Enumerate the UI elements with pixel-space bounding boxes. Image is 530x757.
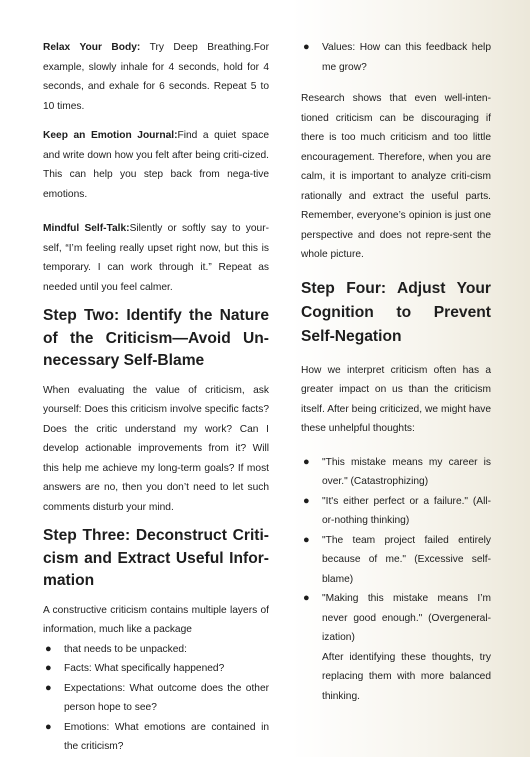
step-four-body: How we interpret criticism often has a greater impact on us than the criticism itself. After being criticized, we might have these unhelpful thoughts: <box>301 364 491 434</box>
list-item: ● Emotions: What emotions are contained in the criticism? <box>43 718 269 757</box>
journal-text: Find a quiet space and write down how you felt after being criti-cized. This can help you step back from nega-tive emotions. <box>43 130 269 200</box>
step-three-list <box>43 640 269 757</box>
list-item: ● "It's either perfect or a failure." (All-or-nothing thinking) <box>301 492 491 531</box>
relax-text: Try Deep Breathing.For example, slowly inhale for 4 seconds, hold for 4 seconds, and exhale for 6 seconds. Repeat 5 to 10 times. <box>43 42 269 112</box>
list-item: ● Expectations: What outcome does the other person hope to see? <box>43 679 269 718</box>
selftalk-paragraph <box>43 219 269 297</box>
bullet-icon: ● <box>303 533 310 546</box>
list-item: ● Facts: What specifically happened? <box>43 659 269 679</box>
values-list <box>301 38 491 77</box>
bullet-icon: ● <box>45 662 52 674</box>
list-item: ● "Making this mistake means I’m never good enough." (Overgeneral-ization) <box>301 589 491 648</box>
research-paragraph: Research shows that even well-inten-tioned criticism can be discouraging if there is too much criticism and too little encouragement. Therefore, when you are calm, it is important to analyze criti-cism rationally and extract the useful parts. Remember, everyone’s opinion is just one perspective and does not repre-sent the whole picture. <box>301 93 491 260</box>
list-item: ● Values: How can this feedback help me grow? <box>301 38 491 77</box>
step-four-heading: Step Four: Adjust Your Cognition to Prevent Self-Negation <box>301 279 491 345</box>
thoughts-list <box>301 453 491 648</box>
bullet-icon: ● <box>45 720 52 733</box>
list-item: ● "This mistake means my career is over." (Catastrophizing) <box>301 453 491 492</box>
relax-paragraph <box>43 38 269 116</box>
step-two-body: When evaluating the value of criticism, ask yourself: Does this criticism involve specific facts? Does the critic understand my work? Can I develop actionable improvements from it? Will this help me achieve my long-term goals? If most answers are no, then you don’t need to let such comments disturb your mind. <box>43 384 269 513</box>
selftalk-text: Silently or softly say to your-self, “I’m feeling really upset right now, but this is temporary. I can work through it.” Repeat as needed until you feel calmer. <box>43 223 270 293</box>
journal-label: Keep an Emotion Journal: <box>43 130 178 141</box>
step-three-body: A constructive criticism contains multiple layers of information, much like a package <box>43 604 269 635</box>
bullet-icon: ● <box>303 494 310 507</box>
list-item: ● "The team project failed entirely because of me." (Excessive self-blame) <box>301 531 491 590</box>
bullet-icon: ● <box>303 455 310 468</box>
step-two-heading: Step Two: Identify the Nature of the Criticism—Avoid Un-necessary Self-Blame <box>43 307 269 369</box>
bullet-icon: ● <box>303 41 310 53</box>
bullet-icon: ● <box>45 681 52 694</box>
selftalk-label: Mindful Self-Talk: <box>43 223 130 234</box>
relax-label: Relax Your Body: <box>43 42 141 53</box>
closing-paragraph: After identifying these thoughts, try replacing them with more balanced thinking. <box>322 651 491 702</box>
bullet-icon: ● <box>303 592 310 604</box>
list-item: ● that needs to be unpacked: <box>43 640 269 660</box>
bullet-icon: ● <box>45 642 52 655</box>
journal-paragraph <box>43 126 269 204</box>
left-column <box>43 38 269 757</box>
right-column <box>301 38 491 706</box>
step-three-heading: Step Three: Deconstruct Criti-cism and Extract Useful Infor-mation <box>43 527 269 589</box>
